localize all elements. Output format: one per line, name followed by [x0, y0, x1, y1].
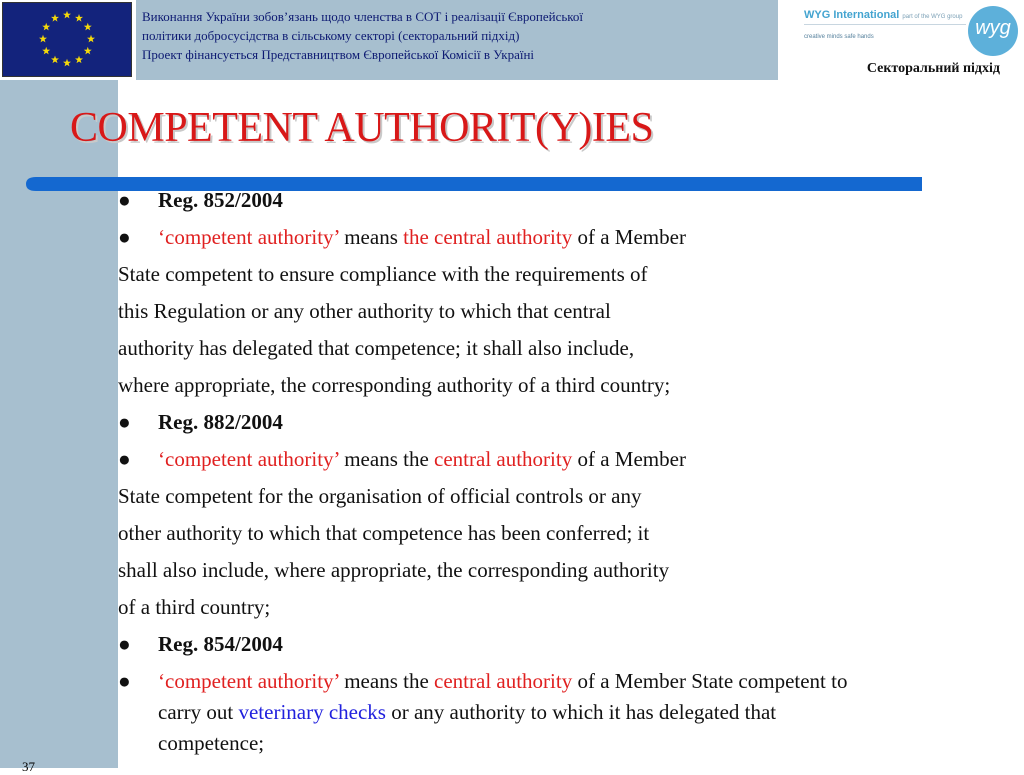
- wyg-circle-text: wyg: [975, 17, 1011, 39]
- reg-label: Reg. 852/2004: [158, 188, 283, 212]
- definition-line: where appropriate, the corresponding authority of a third country;: [118, 373, 671, 397]
- wyg-brand-subtitle: part of the WYG group: [902, 14, 963, 20]
- star-icon: [84, 23, 92, 31]
- header-line: Проект фінансується Представництвом Європейської Комісії в Україні: [142, 47, 535, 62]
- means-text: means: [338, 225, 404, 249]
- bullet-icon: ●: [118, 188, 131, 212]
- slide-title: COMPETENT AUTHORIT(Y)IES: [70, 105, 654, 151]
- term: ‘competent authority’: [158, 225, 339, 249]
- highlight-text: the central authority: [403, 225, 573, 249]
- definition-line: [158, 700, 776, 725]
- reg-label: Reg. 854/2004: [158, 632, 283, 656]
- term: ‘competent authority’: [158, 447, 339, 471]
- eu-flag-logo: [2, 2, 132, 77]
- definition-line: State competent to ensure compliance with the requirements of: [118, 262, 648, 286]
- star-icon: [51, 14, 59, 22]
- bullet-icon: ●: [118, 632, 131, 656]
- bullet-icon: ●: [118, 410, 131, 434]
- wyg-brand-name: WYG International: [804, 9, 900, 21]
- header-line: політики добросусідства в сільському секторі (секторальний підхід): [142, 28, 520, 43]
- bullet-reg-882: [118, 410, 283, 435]
- definition-line: State competent for the organisation of official controls or any: [118, 484, 642, 508]
- bullet-icon: ●: [118, 669, 131, 693]
- eu-stars-icon: [3, 3, 131, 76]
- term: ‘competent authority’: [158, 669, 339, 693]
- definition-line: competence;: [158, 731, 265, 755]
- highlight-text: central authority: [434, 447, 573, 471]
- definition-line: of a third country;: [118, 595, 271, 619]
- after-text: of a Member State competent to: [572, 669, 848, 693]
- wyg-brand-text: [804, 9, 962, 21]
- star-icon: [51, 56, 59, 64]
- line-pre: carry out: [158, 700, 239, 724]
- highlight-blue-text: veterinary checks: [238, 700, 386, 724]
- project-description: [136, 0, 778, 80]
- wyg-tagline: creative minds safe hands: [804, 34, 874, 40]
- star-icon: [75, 56, 83, 64]
- star-icon: [42, 47, 50, 55]
- star-icon: [63, 59, 71, 67]
- star-icon: [39, 35, 47, 43]
- definition-854: [118, 669, 847, 694]
- definition-882: [118, 447, 686, 472]
- star-icon: [75, 14, 83, 22]
- page-number: 37: [22, 759, 35, 774]
- header: [0, 0, 1024, 80]
- star-icon: [42, 23, 50, 31]
- means-text: means the: [338, 669, 435, 693]
- definition-line: authority has delegated that competence; it shall also include,: [118, 336, 635, 360]
- reg-label: Reg. 882/2004: [158, 410, 283, 434]
- line-post: or any authority to which it has delegated that: [385, 700, 777, 724]
- sector-label: Секторальний підхід: [866, 61, 1000, 76]
- definition-852: [118, 225, 686, 250]
- means-text: means the: [338, 447, 435, 471]
- bullet-reg-854: [118, 632, 283, 657]
- star-icon: [63, 11, 71, 19]
- definition-line: this Regulation or any other authority to which that central: [118, 299, 611, 323]
- star-icon: [84, 47, 92, 55]
- wyg-circle-logo: [968, 6, 1018, 56]
- definition-line: shall also include, where appropriate, the corresponding authority: [118, 558, 670, 582]
- bullet-icon: ●: [118, 225, 131, 249]
- highlight-text: central authority: [434, 669, 573, 693]
- after-text: of a Member: [572, 447, 686, 471]
- bullet-icon: ●: [118, 447, 131, 471]
- header-line: Виконання України зобов’язань щодо членства в СОТ і реалізації Європейської: [142, 9, 584, 24]
- logo-divider: [804, 24, 966, 25]
- definition-line: other authority to which that competence has been conferred; it: [118, 521, 650, 545]
- star-icon: [87, 35, 95, 43]
- after-text: of a Member: [572, 225, 686, 249]
- bullet-reg-852: [118, 188, 283, 213]
